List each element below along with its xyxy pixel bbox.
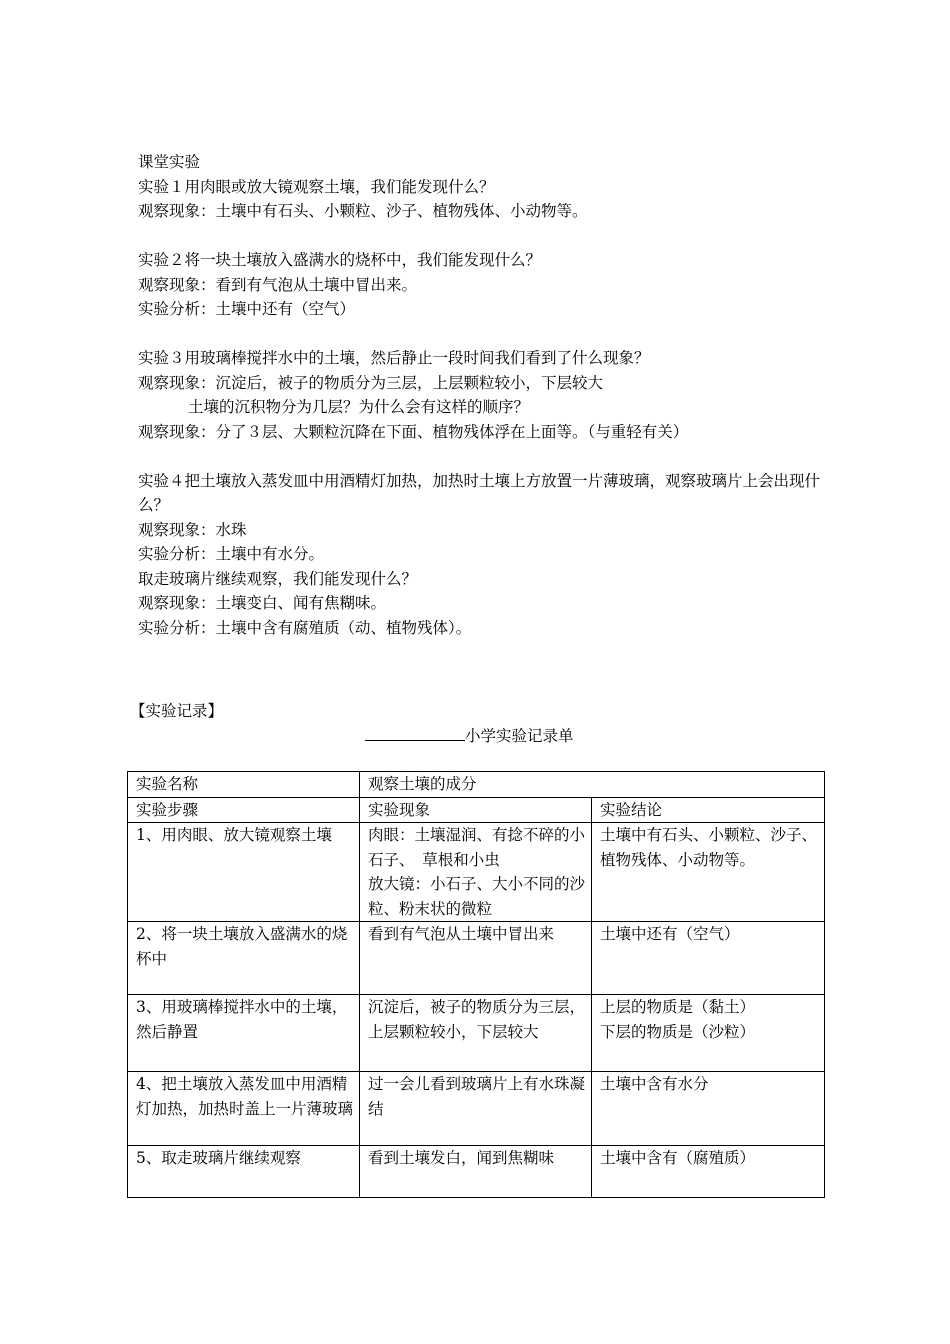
phenomenon-line: 肉眼：土壤湿润、有捻不碎的小石子、 草根和小虫 (368, 826, 586, 869)
step-cell: 4、把土壤放入蒸发皿中用酒精灯加热，加热时盖上一片薄玻璃 (128, 1072, 360, 1146)
experiment-4-observation-2: 观察现象：土壤变白、闻有焦糊味。 (138, 594, 387, 612)
table-row (128, 823, 825, 922)
table-row (128, 1146, 825, 1198)
name-value-cell: 观察土壤的成分 (360, 772, 825, 798)
experiment-record-table (127, 771, 825, 1198)
step-cell: 5、取走玻璃片继续观察 (128, 1146, 360, 1198)
conclusion-line: 下层的物质是（沙粒） (600, 1022, 756, 1041)
record-heading: 【实验记录】 (130, 702, 224, 720)
experiment-4-followup-question: 取走玻璃片继续观察，我们能发现什么？ (138, 569, 418, 588)
experiment-2-question: 实验２将一块土壤放入盛满水的烧杯中，我们能发现什么？ (138, 251, 542, 269)
experiment-3-question: 实验３用玻璃棒搅拌水中的土壤，然后静止一段时间我们看到了什么现象？ (138, 349, 650, 367)
header-phenomenon: 实验现象 (360, 797, 592, 823)
section-title: 课堂实验 (138, 153, 201, 171)
experiment-1-question: 实验１用肉眼或放大镜观察土壤，我们能发现什么？ (138, 177, 495, 196)
step-cell: 1、用肉眼、放大镜观察土壤 (128, 823, 360, 922)
experiment-4-question: 实验４把土壤放入蒸发皿中用酒精灯加热，加热时土壤上方放置一片薄玻璃，观察玻璃片上会出现什么？ (138, 471, 821, 514)
conclusion-cell (592, 995, 825, 1072)
experiment-3-observation-2: 观察现象：分了３层、大颗粒沉降在下面、植物残体浮在上面等。（与重轻有关） (138, 422, 689, 441)
experiment-4-observation: 观察现象：水珠 (138, 520, 247, 539)
conclusion-line: 上层的物质是（黏土） (600, 998, 756, 1016)
experiment-2-analysis: 实验分析：土壤中还有（空气） (138, 300, 356, 318)
table-row (128, 922, 825, 995)
table-row (128, 1072, 825, 1146)
sheet-title-text: 小学实验记录单 (465, 727, 574, 745)
table-row (128, 772, 825, 798)
conclusion-cell: 土壤中含有水分 (592, 1072, 825, 1146)
experiment-notes (138, 150, 828, 640)
table-row (128, 995, 825, 1072)
header-step: 实验步骤 (128, 797, 360, 823)
experiment-1-observation: 观察现象：土壤中有石头、小颗粒、沙子、植物残体、小动物等。 (138, 202, 588, 220)
phenomenon-cell: 看到有气泡从土壤中冒出来 (360, 922, 592, 995)
sheet-title (365, 724, 574, 746)
conclusion-cell: 土壤中有石头、小颗粒、沙子、植物残体、小动物等。 (592, 823, 825, 922)
name-label-cell: 实验名称 (128, 772, 360, 798)
school-name-blank (365, 728, 465, 741)
phenomenon-cell: 看到土壤发白，闻到焦糊味 (360, 1146, 592, 1198)
phenomenon-line: 放大镜：小石子、大小不同的沙粒、粉末状的微粒 (368, 875, 586, 918)
experiment-3-observation: 观察现象：沉淀后，被子的物质分为三层，上层颗粒较小，下层较大 (138, 373, 604, 392)
header-conclusion: 实验结论 (592, 797, 825, 823)
step-cell: 3、用玻璃棒搅拌水中的土壤，然后静置 (128, 995, 360, 1072)
phenomenon-cell: 过一会儿看到玻璃片上有水珠凝结 (360, 1072, 592, 1146)
table-header-row (128, 797, 825, 823)
experiment-4-analysis-2: 实验分析：土壤中含有腐殖质（动、植物残体）。 (138, 618, 472, 637)
step-cell: 2、将一块土壤放入盛满水的烧杯中 (128, 922, 360, 995)
experiment-2-observation: 观察现象：看到有气泡从土壤中冒出来。 (138, 275, 418, 294)
experiment-3-subquestion: 土壤的沉积物分为几层？为什么会有这样的顺序？ (188, 398, 530, 416)
conclusion-cell: 土壤中还有（空气） (592, 922, 825, 995)
experiment-4-analysis: 实验分析：土壤中有水分。 (138, 545, 325, 563)
conclusion-cell: 土壤中含有（腐殖质） (592, 1146, 825, 1198)
phenomenon-cell: 沉淀后，被子的物质分为三层，上层颗粒较小，下层较大 (360, 995, 592, 1072)
phenomenon-cell (360, 823, 592, 922)
